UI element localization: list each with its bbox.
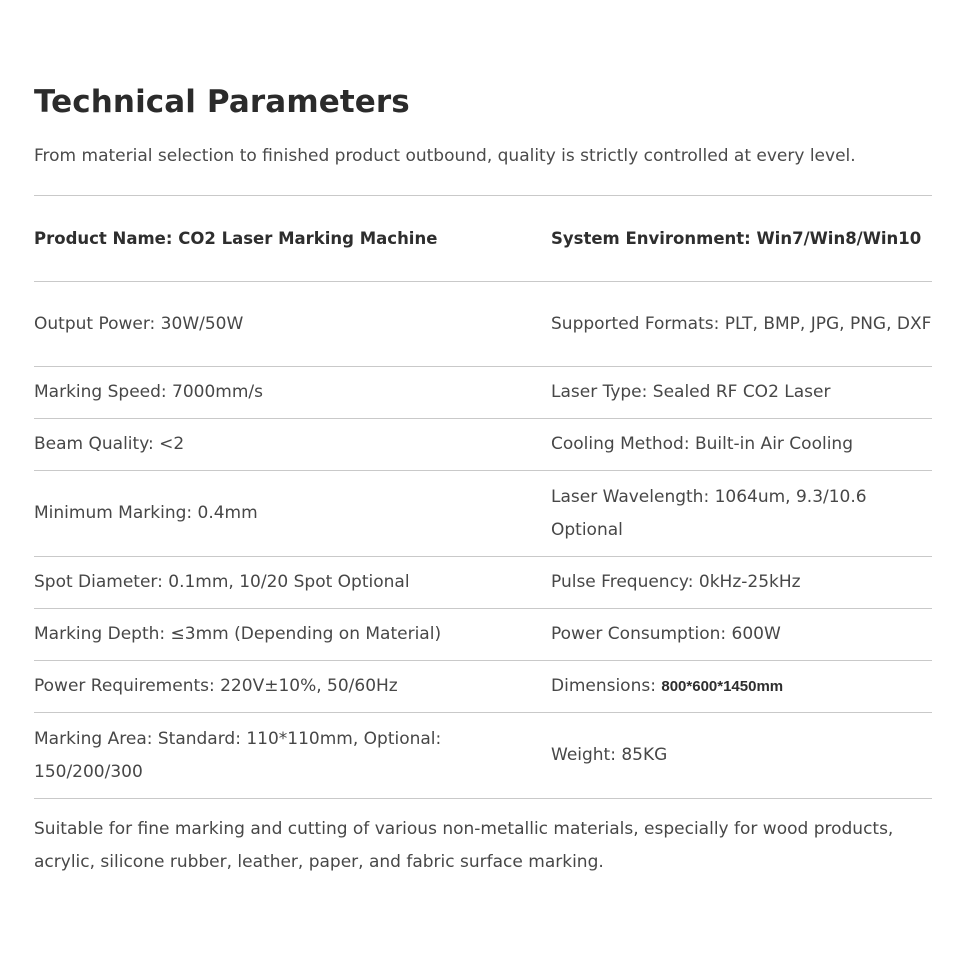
spec-table <box>34 195 932 799</box>
spec-cell-right: Pulse Frequency: 0kHz-25kHz <box>551 572 801 592</box>
dimensions-value: 800*600*1450mm <box>661 678 784 695</box>
table-row <box>34 282 932 367</box>
spec-cell-left: Beam Quality: <2 <box>34 434 185 454</box>
table-row <box>34 419 932 471</box>
spec-cell-left: Marking Depth: ≤3mm (Depending on Material) <box>34 624 442 644</box>
table-row <box>34 196 932 282</box>
page-title: Technical Parameters <box>34 84 410 120</box>
spec-cell-right: Power Consumption: 600W <box>551 624 781 644</box>
table-row <box>34 713 932 799</box>
footer-note: Suitable for fine marking and cutting of various non-metallic materials, especially for wood products, acrylic, silicone rubber, leather, paper, and fabric surface marking. <box>34 819 894 872</box>
spec-cell-right: Laser Type: Sealed RF CO2 Laser <box>551 382 831 402</box>
table-row <box>34 609 932 661</box>
page-subtitle: From material selection to finished product outbound, quality is strictly controlled at every level. <box>34 146 856 166</box>
table-row <box>34 471 932 557</box>
spec-cell-left: Marking Area: Standard: 110*110mm, Optional: 150/200/300 <box>34 728 442 782</box>
spec-cell-right: Laser Wavelength: 1064um, 9.3/10.6 Optional <box>551 486 867 540</box>
table-row <box>34 367 932 419</box>
table-row <box>34 557 932 609</box>
spec-cell-right <box>551 670 932 703</box>
table-row <box>34 661 932 713</box>
spec-cell-left: Spot Diameter: 0.1mm, 10/20 Spot Optional <box>34 572 410 592</box>
spec-cell-right: System Environment: Win7/Win8/Win10 <box>551 229 922 248</box>
dimensions-label: Dimensions: <box>551 676 656 696</box>
spec-cell-left: Minimum Marking: 0.4mm <box>34 503 258 523</box>
spec-cell-left: Output Power: 30W/50W <box>34 313 244 334</box>
spec-cell-right: Cooling Method: Built-in Air Cooling <box>551 434 853 454</box>
spec-cell-right: Supported Formats: PLT, BMP, JPG, PNG, DXF <box>551 313 932 334</box>
spec-cell-right: Weight: 85KG <box>551 745 668 765</box>
spec-cell-left: Power Requirements: 220V±10%, 50/60Hz <box>34 676 398 696</box>
spec-cell-left: Product Name: CO2 Laser Marking Machine <box>34 229 438 248</box>
spec-cell-left: Marking Speed: 7000mm/s <box>34 382 264 402</box>
